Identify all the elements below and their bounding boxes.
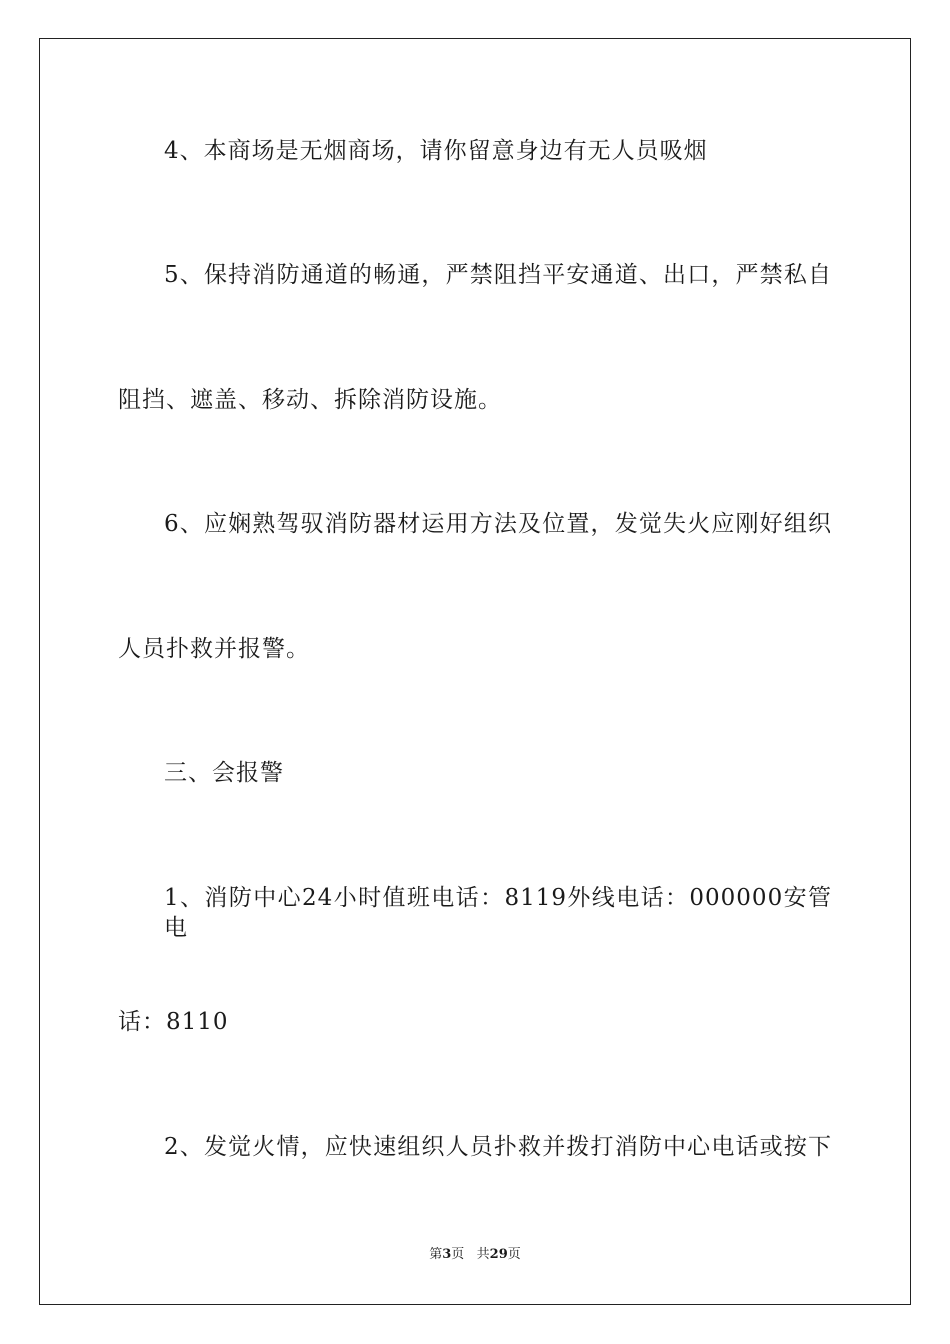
page-border (39, 38, 911, 1305)
paragraph-line-5: 人员扑救并报警。 (118, 636, 310, 662)
paragraph-line-7: 1、消防中心24小时值班电话：8119外线电话：000000安管电 (164, 885, 832, 941)
paragraph-line-2: 5、保持消防通道的畅通，严禁阻挡平安通道、出口，严禁私自 (164, 262, 832, 288)
paragraph-line-3: 阻挡、遮盖、移动、拆除消防设施。 (118, 387, 502, 413)
paragraph-line-8: 话：8110 (118, 1009, 229, 1035)
footer-total-pages: 29 (489, 1247, 508, 1262)
footer-middle: 页 共 (451, 1247, 490, 1262)
paragraph-line-1: 4、本商场是无烟商场，请你留意身边有无人员吸烟 (164, 138, 708, 164)
page-footer (0, 1246, 950, 1264)
paragraph-line-9: 2、发觉火情，应快速组织人员扑救并拨打消防中心电话或按下 (164, 1134, 832, 1160)
footer-prefix: 第 (429, 1247, 443, 1262)
footer-page-number: 3 (442, 1247, 452, 1262)
paragraph-line-4: 6、应娴熟驾驭消防器材运用方法及位置，发觉失火应刚好组织 (164, 511, 832, 537)
footer-suffix: 页 (507, 1247, 521, 1262)
section-heading: 三、会报警 (164, 760, 284, 786)
